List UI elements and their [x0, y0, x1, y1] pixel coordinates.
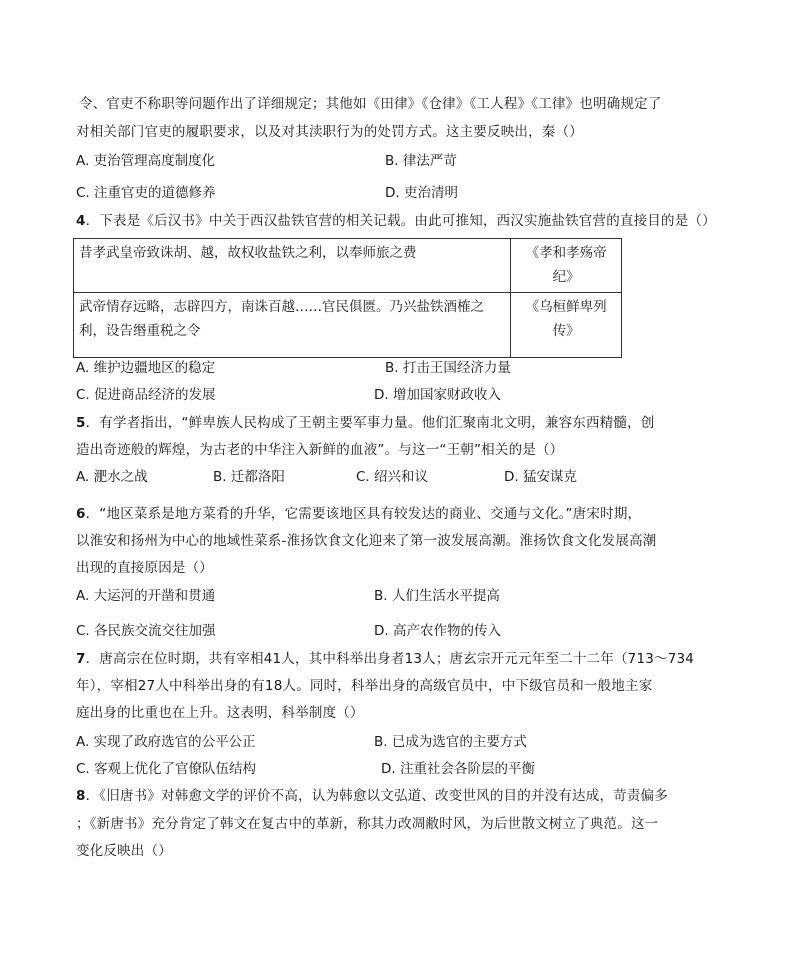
table-row — [74, 293, 622, 358]
q8-stem-line-3: 变化反映出（） — [76, 843, 172, 859]
q4-option-d[interactable]: D. 增加国家财政收入 — [374, 387, 501, 403]
q6-option-c[interactable]: C. 各民族交流交往加强 — [76, 623, 216, 639]
q6-number: 6 — [76, 506, 86, 522]
q3-stem-line-2: 对相关部门官吏的履职要求，以及对其渎职行为的处罚方式。这主要反映出，秦（） — [76, 124, 583, 140]
q4-source-table — [73, 238, 622, 358]
q3-stem-line-1: 令、官吏不称职等问题作出了详细规定；其他如《田律》《仓律》《工人程》《工律》也明确规定了 — [79, 96, 662, 112]
q4-option-c[interactable]: C. 促进商品经济的发展 — [76, 387, 216, 403]
q6-option-a[interactable]: A. 大运河的开凿和贯通 — [76, 588, 216, 604]
q6-option-d[interactable]: D. 高产农作物的传入 — [374, 623, 501, 639]
q5-option-b[interactable]: B. 迁都洛阳 — [213, 469, 285, 485]
q7-stem-text-1: ．唐高宗在位时期，共有宰相41人，其中科举出身者13人；唐玄宗开元元年至二十二年（713～734 — [85, 651, 695, 667]
q4-number: 4 — [76, 213, 86, 229]
q7-stem-line-2: 年），宰相27人中科举出身的有18人。同时，科举出身的高级官员中，中下级官员和一般地主家 — [76, 678, 653, 694]
q3-option-c[interactable]: C. 注重官吏的道德修养 — [76, 185, 216, 201]
q8-stem-line-1 — [76, 787, 668, 805]
q6-stem-text-1: ．“地区菜系是地方菜肴的升华，它需要该地区具有较发达的商业、交通与文化。”唐宋时期， — [85, 506, 642, 522]
q7-option-b[interactable]: B. 已成为选官的主要方式 — [374, 734, 527, 750]
q5-stem-line-2: 造出奇迹般的辉煌，为古老的中华注入新鲜的血液”。与这一“王朝”相关的是（） — [76, 442, 564, 458]
q6-stem-line-2: 以淮安和扬州为中心的地域性菜系-淮扬饮食文化迎来了第一波发展高潮。淮扬饮食文化发展高潮 — [76, 533, 657, 549]
table-cell-content: 武帝情存远略，志辟四方，南诛百越……官民俱匮。乃兴盐铁酒榷之利，设告缗重税之令 — [74, 293, 511, 358]
q5-option-a[interactable]: A. 淝水之战 — [76, 469, 148, 485]
q8-number: 8 — [76, 788, 86, 804]
q4-stem — [76, 212, 716, 230]
table-cell-source: 《孝和孝殇帝纪》 — [511, 239, 622, 293]
q5-option-d[interactable]: D. 猛安谋克 — [504, 469, 577, 485]
q5-stem-text-1: ．有学者指出，“鲜卑族人民构成了王朝主要军事力量。他们汇聚南北文明，兼容东西精髓，创 — [85, 415, 655, 431]
q7-stem-line-3: 庭出身的比重也在上升。这表明，科举制度（） — [76, 705, 364, 721]
q5-stem-line-1 — [76, 414, 655, 432]
q4-option-a[interactable]: A. 维护边疆地区的稳定 — [76, 360, 216, 376]
table-cell-content: 昔孝武皇帝致诛胡、越，故权收盐铁之利，以奉师旅之费 — [74, 239, 511, 293]
q3-option-b[interactable]: B. 律法严苛 — [385, 153, 457, 169]
q7-stem-line-1 — [76, 650, 694, 668]
q7-option-d[interactable]: D. 注重社会各阶层的平衡 — [381, 761, 535, 777]
q6-option-b[interactable]: B. 人们生活水平提高 — [374, 588, 500, 604]
q7-option-c[interactable]: C. 客观上优化了官僚队伍结构 — [76, 761, 257, 777]
q8-stem-line-2: ；《新唐书》充分肯定了韩文在复古中的革新，称其力改凋敝时风，为后世散文树立了典范。这一 — [76, 816, 659, 832]
q7-number: 7 — [76, 651, 86, 667]
q5-number: 5 — [76, 415, 86, 431]
table-cell-source: 《乌桓鲜卑列传》 — [511, 293, 622, 358]
q8-stem-text-1: ．《旧唐书》对韩愈文学的评价不高，认为韩愈以文弘道、改变世风的目的并没有达成，苛责偏多 — [85, 788, 668, 804]
q3-option-a[interactable]: A. 吏治管理高度制度化 — [76, 153, 216, 169]
table-row — [74, 239, 622, 293]
q4-stem-text: ．下表是《后汉书》中关于西汉盐铁官营的相关记载。由此可推知，西汉实施盐铁官营的直接目的是（） — [85, 213, 716, 229]
q3-option-d[interactable]: D. 吏治清明 — [385, 185, 458, 201]
q6-stem-line-3: 出现的直接原因是（） — [76, 560, 213, 576]
q7-option-a[interactable]: A. 实现了政府选官的公平公正 — [76, 734, 256, 750]
q6-stem-line-1 — [76, 505, 641, 523]
q4-option-b[interactable]: B. 打击王国经济力量 — [385, 360, 511, 376]
q5-option-c[interactable]: C. 绍兴和议 — [356, 469, 429, 485]
